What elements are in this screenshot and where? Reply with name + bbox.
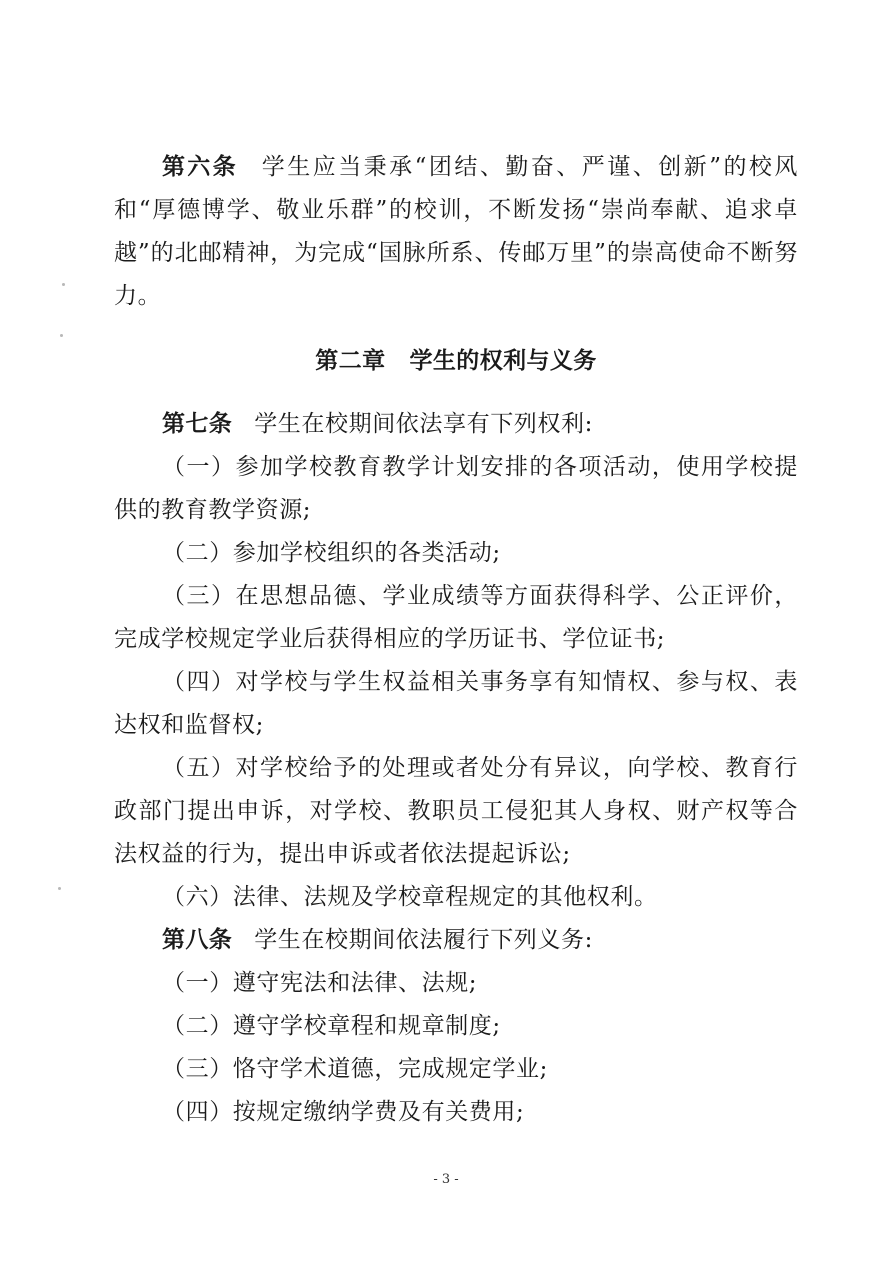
article-7-item: （六）法律、法规及学校章程规定的其他权利。	[162, 884, 658, 910]
article-6	[114, 146, 798, 318]
article-8-text: 学生在校期间依法履行下列义务:	[254, 927, 593, 953]
article-8-item: （一）遵守宪法和法律、法规;	[162, 970, 478, 996]
article-7-text: 学生在校期间依法享有下列权利:	[254, 411, 593, 437]
document-body	[114, 146, 798, 1134]
article-8-item: （三）恪守学术道德，完成规定学业;	[162, 1056, 548, 1082]
article-6-label: 第六条	[162, 154, 238, 180]
article-6-text: 学生应当秉承“团结、勤奋、严谨、创新”的校风和“厚德博学、敬业乐群”的校训，不断发扬“崇尚奉献、追求卓越”的北邮精神，为完成“国脉所系、传邮万里”的崇高使命不断努力。	[114, 154, 799, 309]
page-number: - 3 -	[433, 1172, 459, 1187]
scan-speck	[58, 887, 61, 890]
article-7	[114, 403, 798, 446]
article-7-item: （一）参加学校教育教学计划安排的各项活动，使用学校提供的教育教学资源;	[114, 454, 798, 523]
article-7-item: （四）对学校与学生权益相关事务享有知情权、参与权、表达权和监督权;	[114, 669, 798, 738]
scan-speck	[62, 283, 65, 286]
article-7-item: （二）参加学校组织的各类活动;	[162, 540, 501, 566]
chapter-heading	[114, 340, 798, 383]
article-7-label: 第七条	[162, 411, 233, 437]
article-7-item: （五）对学校给予的处理或者处分有异议，向学校、教育行政部门提出申诉，对学校、教职员工侵犯其人身权、财产权等合法权益的行为，提出申诉或者依法提起诉讼;	[114, 755, 798, 867]
article-8-label: 第八条	[162, 927, 233, 953]
chapter-title: 学生的权利与义务	[409, 348, 597, 374]
article-7-item: （三）在思想品德、学业成绩等方面获得科学、公正评价，完成学校规定学业后获得相应的学历证书、学位证书;	[114, 583, 798, 652]
article-8-item: （四）按规定缴纳学费及有关费用;	[162, 1099, 525, 1125]
chapter-number: 第二章	[315, 348, 386, 374]
article-8	[114, 919, 798, 962]
scan-speck	[60, 334, 63, 337]
article-8-item: （二）遵守学校章程和规章制度;	[162, 1013, 501, 1039]
